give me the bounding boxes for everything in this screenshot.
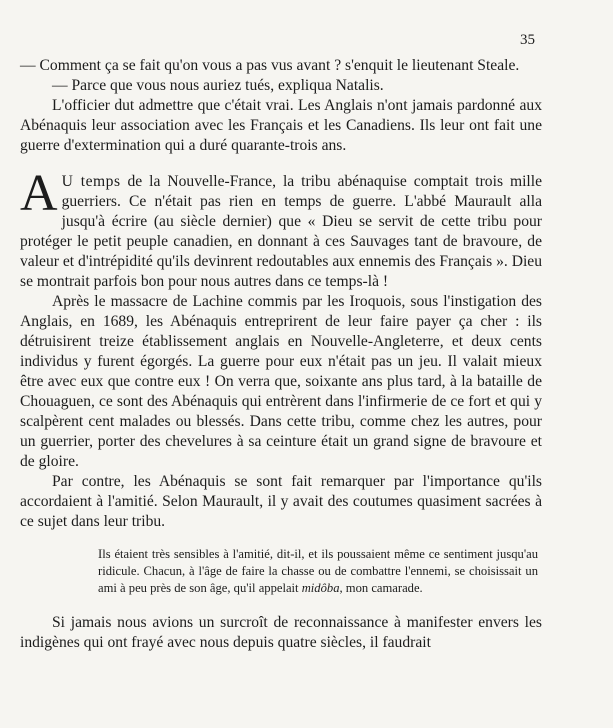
dialogue-line: — Comment ça se fait qu'on vous a pas vus avant ? s'enquit le lieutenant Steale. [20,57,520,74]
paragraph: L'officier dut admettre que c'était vrai. Les Anglais n'ont jamais pardonné aux Abénaquis leur association avec les Français et les Canadiens. Ils leur ont fait une guerre d'extermination qui a duré quarante-trois ans. [20,97,542,154]
drop-cap: A [20,165,58,222]
paragraph: Si jamais nous avions un surcroît de reconnaissance à manifester envers les indigènes qui ont frayé avec nous depuis quatre siècles, il faudrait [20,614,542,651]
paragraph: Par contre, les Abénaquis se sont fait remarquer par l'importance qu'ils accordaient à l'amitié. Selon Maurault, il y avait des coutumes quasiment sacrées à ce sujet dans leur tribu. [20,473,542,530]
page-number: 35 [520,32,535,48]
paragraph-text: de la Nouvelle-France, la tribu abénaquise comptait trois mille guerriers. Ce n'était pas rien en temps de guerre. L'abbé Maurault alla jusqu'à écrire (au siècle dernier) que « Dieu se servit de cette tribu pour protéger le petit peuple canadien, en donnant à ces Sauvages tant de bravoure, de valeur et d'intrépidité qu'ils devinrent redoutables aux ennemis des Français ». Dieu se montrait parfois bon pour nous autres dans ce temps-là ! [20,173,542,290]
dialogue-line: — Parce que vous nous auriez tués, expliqua Natalis. [52,77,384,94]
block-quote [98,546,538,597]
page-body [20,56,542,653]
opening-words: U temps [61,173,121,190]
paragraph: Après le massacre de Lachine commis par les Iroquois, sous l'instigation des Anglais, en 1689, les Abénaquis entreprirent de leur faire payer ça cher : ils détruisirent treize établissement anglais en Nouvelle-Angleterre, et deux cents individus y furent égorgés. La guerre pour eux n'était pas un jeu. Il valait mieux être avec eux que contre eux ! On verra que, soixante ans plus tard, à la bataille de Chouaguen, ce sont des Abénaquis qui entrèrent dans l'infirmerie de ce fort et qui y scalpèrent cent malades ou blessés. Dans cette tribu, comme chez les autres, pour un guerrier, porter des chevelures à sa ceinture était un grand signe de bravoure et de gloire. [20,293,542,470]
quote-text: Ils étaient très sensibles à l'amitié, dit-il, et ils poussaient même ce sentiment jusqu'au ridicule. Chacun, à l'âge de faire la chasse ou de combattre l'ennemi, se choisissait un ami à peu près de son âge, qu'il appelait [98,547,538,595]
quote-term: midôba, [301,581,343,595]
quote-text-end: mon camarade. [342,581,423,595]
section-opening-paragraph [20,165,542,292]
